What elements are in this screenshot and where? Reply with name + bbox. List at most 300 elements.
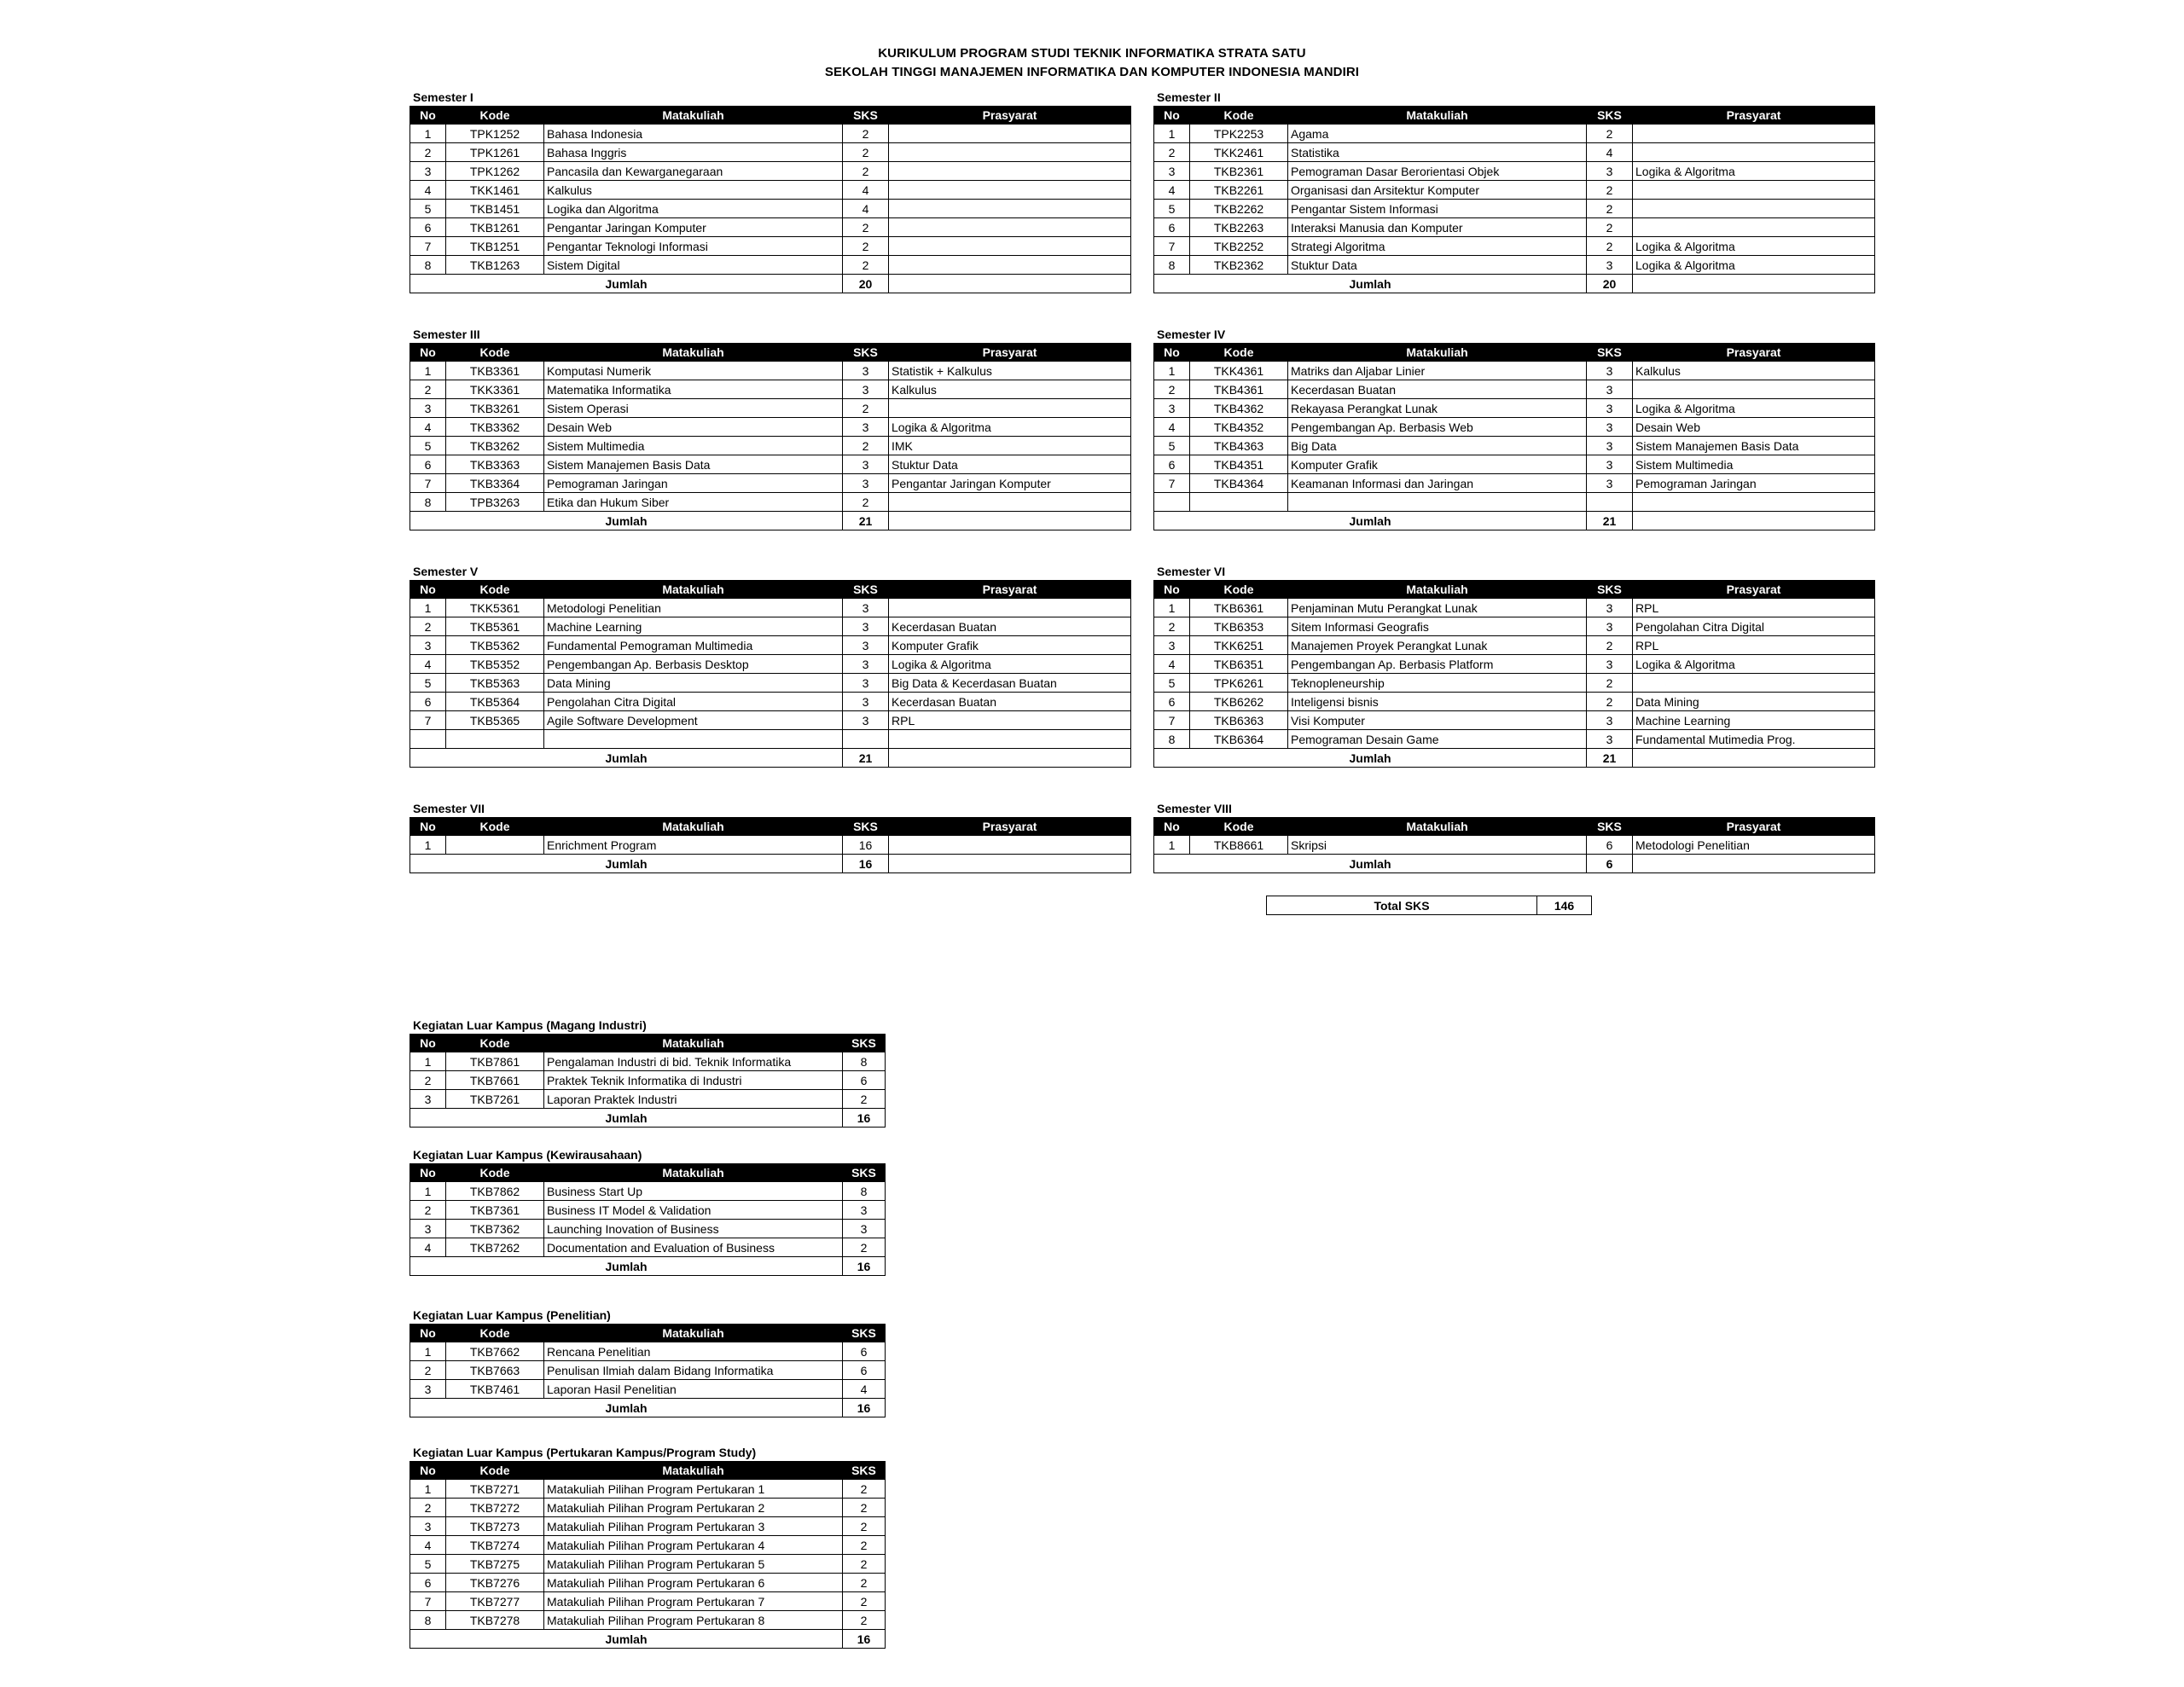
kegiatan-block-kewirausahaan xyxy=(410,1146,886,1276)
jumlah-empty xyxy=(1633,749,1875,768)
row-prasyarat: RPL xyxy=(889,711,1131,730)
row-sks: 3 xyxy=(843,1201,886,1220)
total-row xyxy=(1154,749,1875,768)
row-no: 6 xyxy=(410,693,446,711)
jumlah-value: 20 xyxy=(1587,275,1633,293)
section-title: Semester II xyxy=(1157,90,1221,104)
row-matakuliah: Pemograman Dasar Berorientasi Objek xyxy=(1288,162,1587,181)
row-kode: TKB6353 xyxy=(1190,617,1288,636)
row-prasyarat: Pemograman Jaringan xyxy=(1633,474,1875,493)
row-no: 3 xyxy=(410,1517,446,1536)
course-table xyxy=(410,106,1131,293)
header-matakuliah: Matakuliah xyxy=(1288,581,1587,599)
table-row xyxy=(410,418,1131,437)
jumlah-label: Jumlah xyxy=(410,275,843,293)
row-no: 5 xyxy=(1154,437,1190,455)
total-row xyxy=(410,855,1131,873)
table-row xyxy=(410,836,1131,855)
header-matakuliah: Matakuliah xyxy=(544,1462,843,1480)
row-matakuliah: Matakuliah Pilihan Program Pertukaran 3 xyxy=(544,1517,843,1536)
header-no: No xyxy=(410,107,446,125)
row-matakuliah: Pengantar Teknologi Informasi xyxy=(544,237,843,256)
row-no: 7 xyxy=(1154,711,1190,730)
row-matakuliah: Enrichment Program xyxy=(544,836,843,855)
total-sks-label: Total SKS xyxy=(1267,896,1537,915)
row-matakuliah: Bahasa Indonesia xyxy=(544,125,843,143)
header-sks: SKS xyxy=(843,1462,886,1480)
table-row xyxy=(410,1052,886,1071)
row-matakuliah: Rencana Penelitian xyxy=(544,1342,843,1361)
row-matakuliah: Business IT Model & Validation xyxy=(544,1201,843,1220)
jumlah-label: Jumlah xyxy=(410,1109,843,1128)
row-no: 3 xyxy=(410,162,446,181)
row-kode: TPK2253 xyxy=(1190,125,1288,143)
table-row xyxy=(1154,362,1875,380)
row-matakuliah: Sistem Digital xyxy=(544,256,843,275)
row-prasyarat: Kecerdasan Buatan xyxy=(889,693,1131,711)
row-sks: 3 xyxy=(1587,437,1633,455)
row-matakuliah: Interaksi Manusia dan Komputer xyxy=(1288,218,1587,237)
row-kode: TKB1261 xyxy=(446,218,544,237)
row-sks: 3 xyxy=(1587,599,1633,617)
row-prasyarat xyxy=(889,599,1131,617)
table-row xyxy=(1154,474,1875,493)
row-kode xyxy=(1190,493,1288,512)
row-no: 7 xyxy=(1154,474,1190,493)
table-row xyxy=(410,1517,886,1536)
row-sks: 3 xyxy=(843,711,889,730)
jumlah-value: 16 xyxy=(843,855,889,873)
row-no: 7 xyxy=(410,711,446,730)
row-kode: TKB7262 xyxy=(446,1238,544,1257)
row-no: 4 xyxy=(410,655,446,674)
row-no: 8 xyxy=(1154,256,1190,275)
header-kode: Kode xyxy=(446,1035,544,1052)
row-sks: 2 xyxy=(843,237,889,256)
header-kode: Kode xyxy=(446,1164,544,1182)
row-kode: TKB2252 xyxy=(1190,237,1288,256)
row-no: 2 xyxy=(410,143,446,162)
row-matakuliah: Komputer Grafik xyxy=(1288,455,1587,474)
row-prasyarat xyxy=(889,218,1131,237)
row-no: 1 xyxy=(410,125,446,143)
row-no: 1 xyxy=(410,1480,446,1499)
row-kode: TKB2262 xyxy=(1190,200,1288,218)
table-row xyxy=(410,674,1131,693)
header-matakuliah: Matakuliah xyxy=(1288,107,1587,125)
row-sks: 3 xyxy=(1587,399,1633,418)
total-row xyxy=(1154,855,1875,873)
row-sks: 3 xyxy=(1587,455,1633,474)
row-no: 1 xyxy=(1154,836,1190,855)
row-matakuliah: Organisasi dan Arsitektur Komputer xyxy=(1288,181,1587,200)
row-no: 1 xyxy=(410,1052,446,1071)
header-kode: Kode xyxy=(1190,818,1288,836)
row-kode: TKB4362 xyxy=(1190,399,1288,418)
row-no: 4 xyxy=(410,1238,446,1257)
table-row xyxy=(1154,181,1875,200)
row-sks: 3 xyxy=(1587,362,1633,380)
header-matakuliah: Matakuliah xyxy=(544,344,843,362)
row-prasyarat: Kalkulus xyxy=(1633,362,1875,380)
row-matakuliah: Metodologi Penelitian xyxy=(544,599,843,617)
row-no: 4 xyxy=(1154,655,1190,674)
row-kode: TKB7361 xyxy=(446,1201,544,1220)
table-row xyxy=(1154,418,1875,437)
table-row xyxy=(410,399,1131,418)
row-sks: 2 xyxy=(1587,125,1633,143)
row-kode: TKK2461 xyxy=(1190,143,1288,162)
header-prasyarat: Prasyarat xyxy=(1633,818,1875,836)
table-row xyxy=(1154,380,1875,399)
header-matakuliah: Matakuliah xyxy=(1288,344,1587,362)
total-sks-value: 146 xyxy=(1537,896,1592,915)
row-kode: TKB2362 xyxy=(1190,256,1288,275)
table-row xyxy=(410,1238,886,1257)
row-sks: 3 xyxy=(1587,474,1633,493)
row-matakuliah: Business Start Up xyxy=(544,1182,843,1201)
title-line-1: KURIKULUM PROGRAM STUDI TEKNIK INFORMATIKA STRATA SATU xyxy=(878,46,1306,61)
jumlah-label: Jumlah xyxy=(410,512,843,530)
row-sks: 6 xyxy=(843,1071,886,1090)
row-no: 3 xyxy=(410,399,446,418)
row-kode: TKB7277 xyxy=(446,1592,544,1611)
jumlah-empty xyxy=(889,275,1131,293)
course-table xyxy=(410,343,1131,530)
row-sks: 3 xyxy=(843,636,889,655)
row-sks: 16 xyxy=(843,836,889,855)
jumlah-label: Jumlah xyxy=(410,1630,843,1649)
table-row xyxy=(410,711,1131,730)
row-no xyxy=(1154,493,1190,512)
header-no: No xyxy=(410,1325,446,1342)
row-matakuliah: Launching Inovation of Business xyxy=(544,1220,843,1238)
header-kode: Kode xyxy=(446,344,544,362)
row-sks: 3 xyxy=(843,455,889,474)
row-kode: TKB6351 xyxy=(1190,655,1288,674)
row-kode: TKB8661 xyxy=(1190,836,1288,855)
row-kode: TKB7662 xyxy=(446,1342,544,1361)
header-sks: SKS xyxy=(1587,581,1633,599)
table-row xyxy=(410,655,1131,674)
row-prasyarat: Big Data & Kecerdasan Buatan xyxy=(889,674,1131,693)
row-kode: TKB3262 xyxy=(446,437,544,455)
row-sks: 3 xyxy=(1587,418,1633,437)
row-prasyarat xyxy=(889,836,1131,855)
jumlah-empty xyxy=(1633,855,1875,873)
table-row xyxy=(1154,125,1875,143)
row-sks: 2 xyxy=(843,162,889,181)
title-line-2: SEKOLAH TINGGI MANAJEMEN INFORMATIKA DAN KOMPUTER INDONESIA MANDIRI xyxy=(824,65,1360,79)
row-prasyarat: Kecerdasan Buatan xyxy=(889,617,1131,636)
row-prasyarat: Pengolahan Citra Digital xyxy=(1633,617,1875,636)
row-sks: 3 xyxy=(1587,711,1633,730)
table-row xyxy=(410,1090,886,1109)
row-kode: TKB5352 xyxy=(446,655,544,674)
row-matakuliah: Penjaminan Mutu Perangkat Lunak xyxy=(1288,599,1587,617)
row-matakuliah: Manajemen Proyek Perangkat Lunak xyxy=(1288,636,1587,655)
table-row xyxy=(1154,493,1875,512)
table-row xyxy=(1154,730,1875,749)
row-no xyxy=(410,730,446,749)
row-sks: 2 xyxy=(1587,218,1633,237)
row-matakuliah: Desain Web xyxy=(544,418,843,437)
row-matakuliah: Pengolahan Citra Digital xyxy=(544,693,843,711)
row-sks: 2 xyxy=(843,1090,886,1109)
header-no: No xyxy=(1154,818,1190,836)
jumlah-label: Jumlah xyxy=(410,1399,843,1417)
header-no: No xyxy=(410,344,446,362)
header-sks: SKS xyxy=(1587,344,1633,362)
row-prasyarat: Pengantar Jaringan Komputer xyxy=(889,474,1131,493)
row-sks: 4 xyxy=(843,181,889,200)
row-sks: 3 xyxy=(1587,162,1633,181)
row-sks: 2 xyxy=(843,437,889,455)
header-prasyarat: Prasyarat xyxy=(1633,107,1875,125)
row-no: 8 xyxy=(1154,730,1190,749)
row-kode: TKB7261 xyxy=(446,1090,544,1109)
row-sks: 2 xyxy=(1587,674,1633,693)
semester-block-2 xyxy=(1153,89,1875,293)
header-matakuliah: Matakuliah xyxy=(544,581,843,599)
total-row xyxy=(1154,275,1875,293)
row-sks: 8 xyxy=(843,1052,886,1071)
row-sks xyxy=(1587,493,1633,512)
row-no: 1 xyxy=(410,362,446,380)
row-sks: 2 xyxy=(843,1517,886,1536)
row-no: 2 xyxy=(410,1499,446,1517)
row-prasyarat: Logika & Algoritma xyxy=(1633,256,1875,275)
header-kode: Kode xyxy=(446,107,544,125)
row-matakuliah: Matakuliah Pilihan Program Pertukaran 8 xyxy=(544,1611,843,1630)
header-sks: SKS xyxy=(843,1325,886,1342)
row-no: 5 xyxy=(410,200,446,218)
row-matakuliah: Teknopleneurship xyxy=(1288,674,1587,693)
table-row xyxy=(410,125,1131,143)
table-row xyxy=(1154,836,1875,855)
row-no: 2 xyxy=(410,1361,446,1380)
row-prasyarat xyxy=(1633,493,1875,512)
row-prasyarat: Statistik + Kalkulus xyxy=(889,362,1131,380)
table-row xyxy=(410,256,1131,275)
kegiatan-block-magang xyxy=(410,1017,886,1128)
table-row xyxy=(410,693,1131,711)
row-prasyarat: Sistem Multimedia xyxy=(1633,455,1875,474)
row-sks: 2 xyxy=(843,125,889,143)
row-matakuliah: Kalkulus xyxy=(544,181,843,200)
row-no: 1 xyxy=(410,1342,446,1361)
row-prasyarat: Data Mining xyxy=(1633,693,1875,711)
row-kode: TKB5364 xyxy=(446,693,544,711)
jumlah-value: 16 xyxy=(843,1399,886,1417)
header-matakuliah: Matakuliah xyxy=(544,1164,843,1182)
jumlah-label: Jumlah xyxy=(410,855,843,873)
row-no: 2 xyxy=(1154,617,1190,636)
header-no: No xyxy=(410,581,446,599)
row-no: 8 xyxy=(410,493,446,512)
row-kode xyxy=(446,836,544,855)
row-sks: 3 xyxy=(843,655,889,674)
row-matakuliah: Matriks dan Aljabar Linier xyxy=(1288,362,1587,380)
row-kode: TKB6363 xyxy=(1190,711,1288,730)
table-row xyxy=(1154,674,1875,693)
row-prasyarat: Metodologi Penelitian xyxy=(1633,836,1875,855)
header-prasyarat: Prasyarat xyxy=(889,818,1131,836)
row-prasyarat: Logika & Algoritma xyxy=(889,655,1131,674)
table-row xyxy=(1154,693,1875,711)
header-prasyarat: Prasyarat xyxy=(889,107,1131,125)
row-sks: 2 xyxy=(843,1238,886,1257)
row-prasyarat: Machine Learning xyxy=(1633,711,1875,730)
row-no: 2 xyxy=(1154,380,1190,399)
row-no: 8 xyxy=(410,256,446,275)
row-matakuliah: Agile Software Development xyxy=(544,711,843,730)
course-table xyxy=(1153,106,1875,293)
row-matakuliah: Machine Learning xyxy=(544,617,843,636)
table-row xyxy=(1154,237,1875,256)
section-title: Semester VIII xyxy=(1157,802,1232,815)
jumlah-value: 21 xyxy=(1587,512,1633,530)
row-no: 5 xyxy=(410,437,446,455)
row-kode: TPK6261 xyxy=(1190,674,1288,693)
total-row xyxy=(410,275,1131,293)
header-matakuliah: Matakuliah xyxy=(544,818,843,836)
row-kode: TKB3362 xyxy=(446,418,544,437)
row-prasyarat xyxy=(889,730,1131,749)
row-kode: TKB6361 xyxy=(1190,599,1288,617)
total-row xyxy=(410,749,1131,768)
row-no: 3 xyxy=(410,1090,446,1109)
row-kode: TKB7275 xyxy=(446,1555,544,1574)
row-kode xyxy=(446,730,544,749)
row-sks: 2 xyxy=(1587,237,1633,256)
row-sks: 3 xyxy=(843,1220,886,1238)
table-row xyxy=(1154,399,1875,418)
row-prasyarat: Logika & Algoritma xyxy=(1633,655,1875,674)
table-row xyxy=(410,1220,886,1238)
row-no: 4 xyxy=(410,181,446,200)
row-sks: 2 xyxy=(843,218,889,237)
row-sks: 2 xyxy=(1587,200,1633,218)
table-row xyxy=(1154,437,1875,455)
row-matakuliah: Skripsi xyxy=(1288,836,1587,855)
total-row xyxy=(410,1630,886,1649)
row-no: 5 xyxy=(1154,674,1190,693)
row-kode: TKB7362 xyxy=(446,1220,544,1238)
row-kode: TKK4361 xyxy=(1190,362,1288,380)
header-matakuliah: Matakuliah xyxy=(544,1035,843,1052)
total-row xyxy=(410,512,1131,530)
table-row xyxy=(410,143,1131,162)
header-no: No xyxy=(410,1462,446,1480)
total-row xyxy=(410,1399,886,1417)
header-kode: Kode xyxy=(1190,581,1288,599)
row-kode: TKB5361 xyxy=(446,617,544,636)
row-prasyarat xyxy=(1633,218,1875,237)
table-row xyxy=(410,1574,886,1592)
row-no: 1 xyxy=(410,599,446,617)
row-no: 3 xyxy=(1154,399,1190,418)
row-no: 3 xyxy=(1154,636,1190,655)
row-matakuliah: Data Mining xyxy=(544,674,843,693)
row-no: 1 xyxy=(410,836,446,855)
header-kode: Kode xyxy=(1190,344,1288,362)
row-kode: TKB4351 xyxy=(1190,455,1288,474)
row-matakuliah: Sistem Operasi xyxy=(544,399,843,418)
row-sks: 3 xyxy=(843,380,889,399)
row-prasyarat xyxy=(889,125,1131,143)
row-prasyarat: Logika & Algoritma xyxy=(1633,162,1875,181)
header-sks: SKS xyxy=(843,344,889,362)
section-title: Semester V xyxy=(413,565,479,578)
jumlah-label: Jumlah xyxy=(410,1257,843,1276)
row-matakuliah: Matakuliah Pilihan Program Pertukaran 1 xyxy=(544,1480,843,1499)
header-sks: SKS xyxy=(843,1164,886,1182)
row-sks: 4 xyxy=(843,1380,886,1399)
table-row xyxy=(1154,655,1875,674)
row-kode: TKB7273 xyxy=(446,1517,544,1536)
row-kode: TPK1262 xyxy=(446,162,544,181)
total-row xyxy=(410,1257,886,1276)
row-no: 3 xyxy=(410,636,446,655)
row-no: 7 xyxy=(410,1592,446,1611)
row-no: 5 xyxy=(1154,200,1190,218)
row-matakuliah: Penulisan Ilmiah dalam Bidang Informatika xyxy=(544,1361,843,1380)
row-no: 1 xyxy=(1154,599,1190,617)
row-prasyarat: Stuktur Data xyxy=(889,455,1131,474)
table-row xyxy=(410,617,1131,636)
row-sks: 4 xyxy=(1587,143,1633,162)
row-sks: 2 xyxy=(843,256,889,275)
header-prasyarat: Prasyarat xyxy=(1633,581,1875,599)
row-kode: TKB7461 xyxy=(446,1380,544,1399)
row-prasyarat: Desain Web xyxy=(1633,418,1875,437)
row-matakuliah: Inteligensi bisnis xyxy=(1288,693,1587,711)
row-matakuliah: Pengembangan Ap. Berbasis Platform xyxy=(1288,655,1587,674)
row-matakuliah: Pengalaman Industri di bid. Teknik Informatika xyxy=(544,1052,843,1071)
semester-block-6 xyxy=(1153,563,1875,768)
jumlah-empty xyxy=(1633,512,1875,530)
course-table xyxy=(410,1461,886,1649)
table-row xyxy=(410,1380,886,1399)
row-sks: 6 xyxy=(1587,836,1633,855)
section-title: Kegiatan Luar Kampus (Kewirausahaan) xyxy=(413,1148,642,1162)
section-title: Semester I xyxy=(413,90,473,104)
row-matakuliah: Big Data xyxy=(1288,437,1587,455)
table-row xyxy=(410,599,1131,617)
row-prasyarat: Logika & Algoritma xyxy=(889,418,1131,437)
row-kode: TKB3361 xyxy=(446,362,544,380)
table-row xyxy=(1154,711,1875,730)
jumlah-label: Jumlah xyxy=(410,749,843,768)
header-kode: Kode xyxy=(446,1325,544,1342)
table-row xyxy=(1154,143,1875,162)
jumlah-label: Jumlah xyxy=(1154,855,1587,873)
row-prasyarat xyxy=(1633,143,1875,162)
table-row xyxy=(410,181,1131,200)
table-row xyxy=(1154,200,1875,218)
row-kode: TKB5363 xyxy=(446,674,544,693)
semester-block-7 xyxy=(410,800,1131,873)
row-no: 4 xyxy=(410,418,446,437)
row-prasyarat xyxy=(889,237,1131,256)
row-matakuliah: Sistem Manajemen Basis Data xyxy=(544,455,843,474)
section-title: Semester III xyxy=(413,328,480,341)
row-matakuliah: Sitem Informasi Geografis xyxy=(1288,617,1587,636)
row-sks: 2 xyxy=(843,1480,886,1499)
row-matakuliah: Pengantar Jaringan Komputer xyxy=(544,218,843,237)
jumlah-value: 16 xyxy=(843,1257,886,1276)
